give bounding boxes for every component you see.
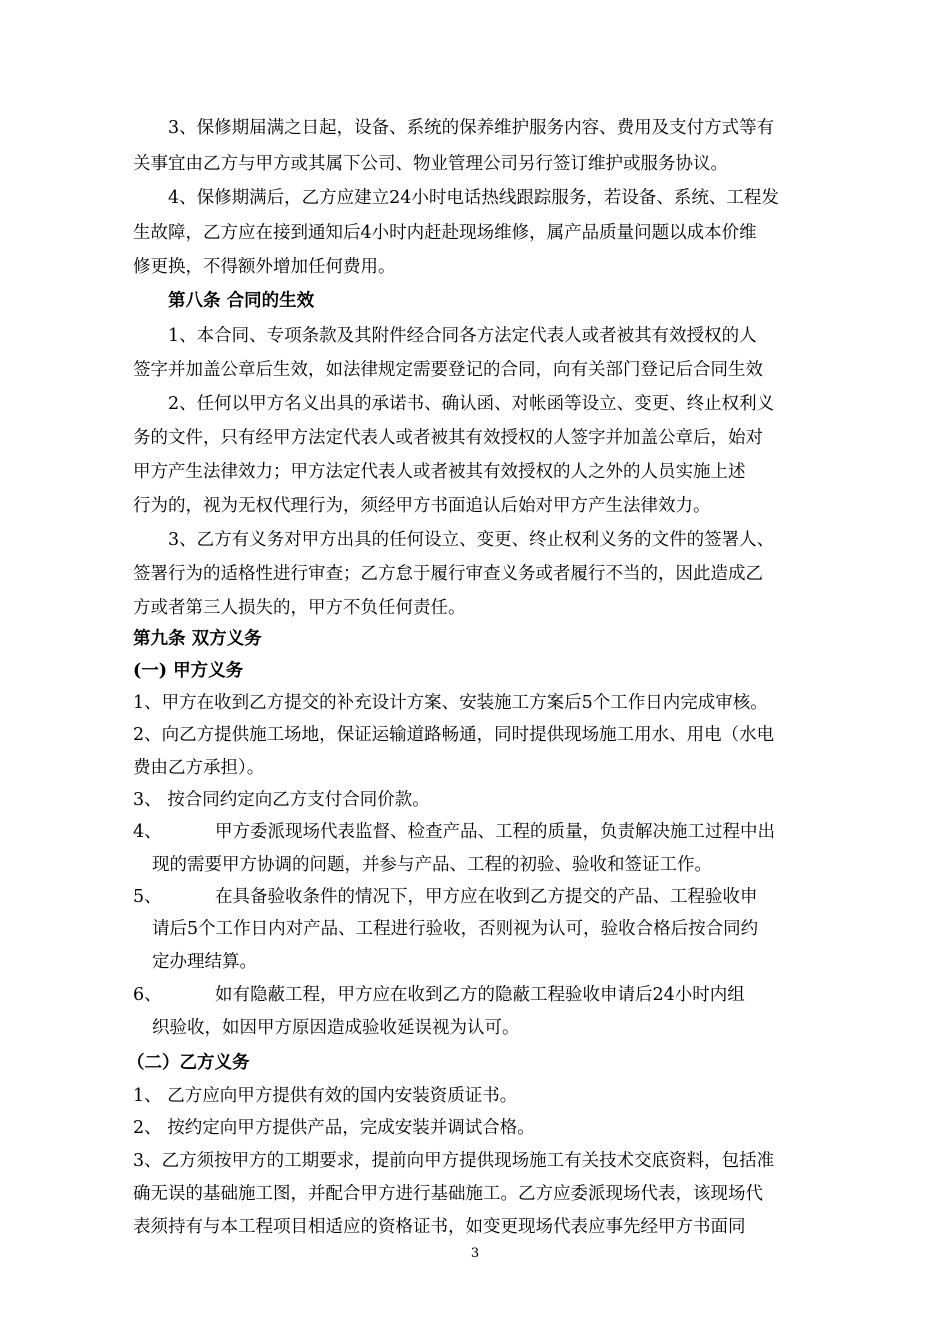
text-line: 生故障，乙方应在接到通知后4小时内赶赴现场维修，属产品质量问题以成本价维 <box>133 223 757 243</box>
text-line: 2、任何以甲方名义出具的承诺书、确认函、对帐函等设立、变更、终止权利义 <box>168 394 775 414</box>
list-item <box>0 783 950 817</box>
list-item-continuation <box>0 1177 950 1211</box>
text-line: 在具备验收条件的情况下，甲方应在收到乙方提交的产品、工程验收申 <box>215 887 758 907</box>
text-line: 签字并加盖公章后生效，如法律规定需要登记的合同，向有关部门登记后合同生效 <box>133 360 763 380</box>
text-line: 现的需要甲方协调的问题，并参与产品、工程的初验、验收和签证工作。 <box>152 855 712 875</box>
list-number: 4、 <box>133 822 162 842</box>
text-line: 行为的，视为无权代理行为，须经甲方书面追认后始对甲方产生法律效力。 <box>133 496 711 516</box>
text-line: 3、乙方有义务对甲方出具的任何设立、变更、终止权利义务的文件的签署人、 <box>168 530 775 550</box>
text-line: 如有隐蔽工程，甲方应在收到乙方的隐蔽工程验收申请后24小时内组 <box>215 985 745 1005</box>
list-item-continuation <box>0 1210 950 1244</box>
text-line: 4、保修期满后，乙方应建立24小时电话热线跟踪服务，若设备、系统、工程发 <box>168 188 779 208</box>
list-item <box>0 880 950 914</box>
list-item <box>0 686 950 720</box>
text-line: 表须持有与本工程项目相适应的资格证书，如变更现场代表应事先经甲方书面同 <box>133 1217 746 1237</box>
text-line: 修更换，不得额外增加任何费用。 <box>133 257 396 277</box>
text-line: 2、 按约定向甲方提供产品，完成安装并调试合格。 <box>133 1118 535 1138</box>
paragraph-line <box>0 250 950 284</box>
text-line: 务的文件，只有经甲方法定代表人或者被其有效授权的人签字并加盖公章后，始对 <box>133 428 763 448</box>
text-line: 3、 按合同约定向乙方支付合同价款。 <box>133 790 430 810</box>
text-line: 2、向乙方提供施工场地，保证运输道路畅通，同时提供现场施工用水、用电（水电 <box>133 725 775 745</box>
list-item <box>0 1144 950 1178</box>
page-number: 3 <box>470 1246 480 1261</box>
text-line: 请后5个工作日内对产品、工程进行验收，否则视为认可，验收合格后按合同约 <box>152 919 759 939</box>
text-line: 织验收，如因甲方原因造成验收延误视为认可。 <box>152 1018 520 1038</box>
list-item-continuation <box>0 1011 950 1045</box>
paragraph-line <box>0 455 950 489</box>
paragraph-line <box>0 216 950 250</box>
text-line: 费由乙方承担）。 <box>133 758 265 778</box>
section-2-heading <box>0 1046 950 1080</box>
text-line: 甲方委派现场代表监督、检查产品、工程的质量，负责解决施工过程中出 <box>215 822 775 842</box>
paragraph-line <box>0 591 950 625</box>
heading-text: （二）乙方义务 <box>127 1053 250 1073</box>
paragraph-line <box>0 421 950 455</box>
text-line: 方或者第三人损失的，甲方不负任何责任。 <box>133 598 466 618</box>
text-line: 3、保修期届满之日起，设备、系统的保养维护服务内容、费用及支付方式等有 <box>168 118 775 138</box>
list-number: 6、 <box>133 985 162 1005</box>
article-9-heading <box>0 622 950 656</box>
text-line: 3、乙方须按甲方的工期要求，提前向甲方提供现场施工有关技术交底资料，包括准 <box>133 1151 775 1171</box>
list-item <box>0 815 950 849</box>
list-item-continuation <box>0 751 950 785</box>
list-item-continuation <box>0 848 950 882</box>
paragraph-line <box>0 353 950 387</box>
paragraph-line <box>0 387 950 421</box>
text-line: 确无误的基础施工图，并配合甲方进行基础施工。乙方应委派现场代表，该现场代 <box>133 1184 763 1204</box>
text-line: 1、甲方在收到乙方提交的补充设计方案、安装施工方案后5个工作日内完成审核。 <box>133 693 768 713</box>
text-line: 1、本合同、专项条款及其附件经合同各方法定代表人或者被其有效授权的人 <box>168 326 757 346</box>
text-line: 甲方产生法律效力；甲方法定代表人或者被其有效授权的人之外的人员实施上述 <box>133 462 746 482</box>
list-item-continuation <box>0 945 950 979</box>
paragraph-line <box>0 319 950 353</box>
text-line: 关事宜由乙方与甲方或其属下公司、物业管理公司另行签订维护或服务协议。 <box>133 154 728 174</box>
heading-text: 第九条 双方义务 <box>133 629 262 649</box>
text-line: 定办理结算。 <box>152 952 257 972</box>
list-item <box>0 1111 950 1145</box>
paragraph-line <box>0 181 950 215</box>
text-line: 签署行为的适格性进行审查；乙方怠于履行审查义务或者履行不当的，因此造成乙 <box>133 564 763 584</box>
paragraph-line <box>0 147 950 181</box>
paragraph-line <box>0 557 950 591</box>
list-number: 5、 <box>133 887 162 907</box>
paragraph-line <box>0 523 950 557</box>
list-item <box>0 978 950 1012</box>
paragraph-line <box>0 489 950 523</box>
paragraph-line <box>0 111 950 145</box>
list-item-continuation <box>0 912 950 946</box>
heading-text: (一) 甲方义务 <box>133 661 244 681</box>
text-line: 1、 乙方应向甲方提供有效的国内安装资质证书。 <box>133 1086 518 1106</box>
article-8-heading <box>0 284 950 318</box>
heading-text: 第八条 合同的生效 <box>168 291 315 311</box>
list-item <box>0 1079 950 1113</box>
list-item <box>0 718 950 752</box>
section-1-heading <box>0 654 950 688</box>
